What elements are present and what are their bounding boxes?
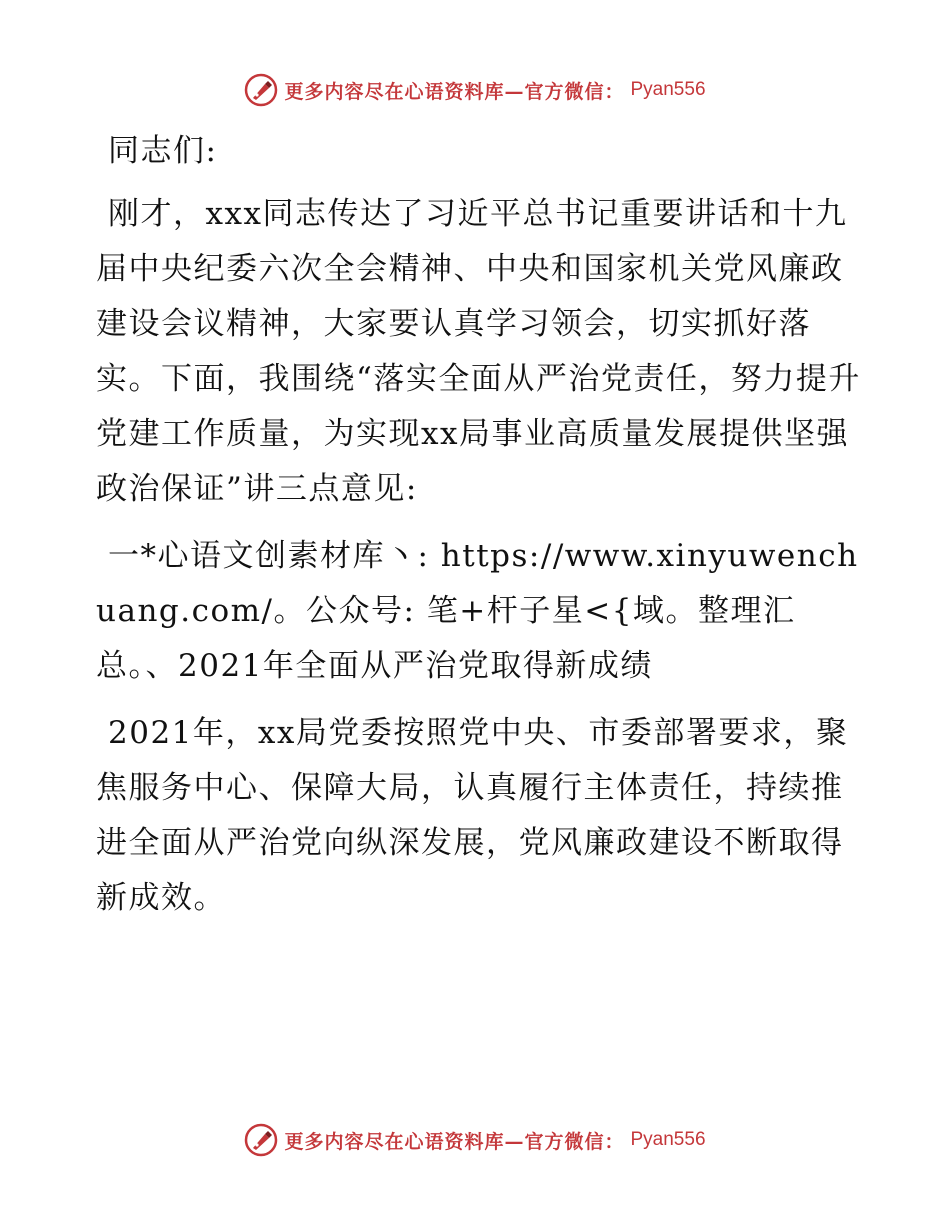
- banner-text: 更多内容尽在心语资料库—官方微信：: [284, 80, 625, 103]
- paragraph-intro: 刚才，xxx同志传达了习近平总书记重要讲话和十九届中央纪委六次全会精神、中央和国家机关党风廉政建设会议精神，大家要认真学习领会，切实抓好落实。下面，我围绕“落实全面从严治党责任，努力提升党建工作质量，为实现xx局事业高质量发展提供坚强政治保证”讲三点意见:: [96, 196, 861, 507]
- header-banner: [0, 68, 950, 112]
- paragraph-achievements: 2021年，xx局党委按照党中央、市委部署要求，聚焦服务中心、保障大局，认真履行主体责任，持续推进全面从严治党向纵深发展，党风廉政建设不断取得新成效。: [96, 715, 849, 916]
- banner-wechat-id: Pyan556: [630, 1129, 706, 1150]
- pen-nib-logo-icon: [244, 73, 278, 107]
- banner-text: 更多内容尽在心语资料库—官方微信：: [284, 1130, 625, 1153]
- paragraph-section-heading: 一*心语文创素材库丶: https://www.xinyuwenchuang.com/。公众号: 笔+杆子星<{域。整理汇总。、2021年全面从严治党取得新成绩: [96, 538, 859, 684]
- salutation: 同志们:: [108, 133, 218, 169]
- footer-banner: [0, 1118, 950, 1162]
- pen-nib-logo-icon: [244, 1123, 278, 1157]
- document-body: [96, 124, 866, 926]
- banner-wechat-id: Pyan556: [630, 79, 706, 100]
